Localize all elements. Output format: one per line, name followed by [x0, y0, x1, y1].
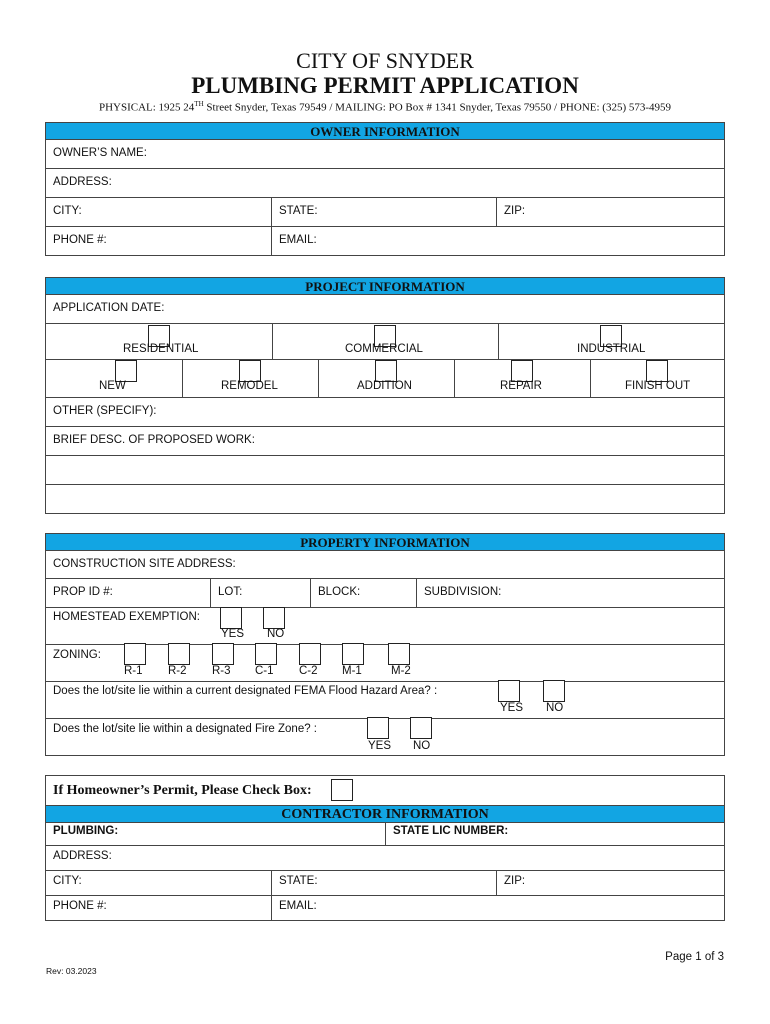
contractor-state-field[interactable]	[271, 871, 496, 895]
fire-zone-row	[46, 719, 724, 755]
zone-c1-checkbox[interactable]	[255, 643, 277, 665]
zone-m1-label: M-1	[342, 665, 362, 677]
owner-zip-field[interactable]	[496, 198, 724, 226]
remodel-label: REMODEL	[221, 380, 278, 392]
homestead-yes-label: YES	[221, 628, 245, 640]
homestead-label: HOMESTEAD EXEMPTION:	[53, 611, 200, 623]
finish-out-label: FINISH OUT	[625, 380, 691, 392]
homeowner-permit-label: If Homeowner’s Permit, Please Check Box:	[53, 783, 312, 798]
residential-label: RESIDENTIAL	[123, 343, 199, 355]
contractor-email-field[interactable]	[271, 896, 724, 920]
page-number: Page 1 of 3	[665, 951, 724, 963]
contractor-address-label: ADDRESS:	[53, 850, 112, 862]
addition-label: ADDITION	[357, 380, 412, 392]
industrial-label: INDUSTRIAL	[577, 343, 646, 355]
fema-no-label: NO	[546, 702, 564, 714]
homestead-no-label: NO	[267, 628, 285, 640]
city-contact-line	[0, 100, 770, 114]
contact-line-sup: TH	[194, 100, 204, 108]
zone-m2-checkbox[interactable]	[388, 643, 410, 665]
block-label: BLOCK:	[318, 586, 361, 598]
homestead-no-checkbox[interactable]	[263, 607, 285, 629]
homeowner-permit-row	[46, 776, 724, 806]
new-checkbox[interactable]	[115, 360, 137, 382]
form-title: PLUMBING PERMIT APPLICATION	[191, 73, 579, 98]
contact-line-start: PHYSICAL: 1925 24	[98, 101, 195, 114]
commercial-label: COMMERCIAL	[345, 343, 423, 355]
repair-label: REPAIR	[500, 380, 542, 392]
owner-name-label: OWNER’S NAME:	[53, 147, 147, 159]
fema-no-checkbox[interactable]	[543, 680, 565, 702]
construction-site-row[interactable]	[46, 551, 724, 579]
zone-m1-checkbox[interactable]	[342, 643, 364, 665]
kind-addition[interactable]	[318, 360, 454, 397]
zone-c2-label: C-2	[299, 665, 318, 677]
finish-out-checkbox[interactable]	[646, 360, 668, 382]
fire-no-label: NO	[413, 740, 431, 752]
contractor-city-label[interactable]: CITY:	[53, 875, 82, 887]
homeowner-permit-checkbox[interactable]	[331, 779, 353, 801]
other-specify-label: OTHER (SPECIFY):	[53, 405, 157, 417]
property-section	[45, 533, 725, 756]
zone-r3-checkbox[interactable]	[212, 643, 234, 665]
fire-no-checkbox[interactable]	[410, 717, 432, 739]
kind-finish-out[interactable]	[590, 360, 724, 397]
zone-c1-label: C-1	[255, 665, 274, 677]
owner-heading: OWNER INFORMATION	[46, 123, 724, 140]
owner-email-field[interactable]	[271, 227, 724, 255]
zoning-row	[46, 645, 724, 682]
construction-site-label: CONSTRUCTION SITE ADDRESS:	[53, 558, 236, 570]
kind-new[interactable]	[46, 360, 182, 397]
owner-state-label: STATE:	[279, 205, 318, 217]
zone-r2-label: R-2	[168, 665, 187, 677]
contractor-zip-label: ZIP:	[504, 875, 526, 887]
contractor-zip-field[interactable]	[496, 871, 724, 895]
owner-address-label: ADDRESS:	[53, 176, 112, 188]
owner-section	[45, 122, 725, 256]
application-date-label: APPLICATION DATE:	[53, 302, 165, 314]
owner-email-label: EMAIL:	[279, 234, 317, 246]
type-residential[interactable]	[46, 324, 272, 359]
owner-address-row[interactable]	[46, 169, 724, 198]
contractor-email-label: EMAIL:	[279, 900, 317, 912]
subdivision-field[interactable]	[416, 579, 724, 607]
other-specify-row[interactable]	[46, 398, 724, 427]
lot-label: LOT:	[218, 586, 243, 598]
zone-r1-checkbox[interactable]	[124, 643, 146, 665]
zone-r3-label: R-3	[212, 665, 231, 677]
contractor-phone-label[interactable]: PHONE #:	[53, 900, 107, 912]
fema-yes-checkbox[interactable]	[498, 680, 520, 702]
kind-remodel[interactable]	[182, 360, 318, 397]
property-heading: PROPERTY INFORMATION	[46, 534, 724, 551]
owner-city-label[interactable]: CITY:	[53, 205, 82, 217]
owner-phone-label[interactable]: PHONE #:	[53, 234, 107, 246]
brief-description-label: BRIEF DESC. OF PROPOSED WORK:	[53, 434, 255, 446]
brief-description-row[interactable]	[46, 427, 724, 456]
state-lic-field[interactable]	[385, 823, 724, 845]
new-label: NEW	[99, 380, 126, 392]
contractor-heading: CONTRACTOR INFORMATION	[46, 806, 724, 823]
application-date-row[interactable]	[46, 295, 724, 324]
block-field[interactable]	[310, 579, 416, 607]
plumbing-label[interactable]: PLUMBING:	[53, 825, 119, 837]
zoning-label: ZONING:	[53, 649, 101, 661]
zone-m2-label: M-2	[391, 665, 411, 677]
fema-yes-label: YES	[500, 702, 524, 714]
project-type-row	[46, 324, 724, 360]
contractor-city-row	[46, 871, 724, 896]
homestead-yes-checkbox[interactable]	[220, 607, 242, 629]
contractor-address-row[interactable]	[46, 846, 724, 871]
contractor-section	[45, 775, 725, 921]
owner-zip-label: ZIP:	[504, 205, 526, 217]
addition-checkbox[interactable]	[375, 360, 397, 382]
type-industrial[interactable]	[498, 324, 724, 359]
subdivision-label: SUBDIVISION:	[424, 586, 502, 598]
property-id-row	[46, 579, 724, 608]
owner-name-row[interactable]	[46, 140, 724, 169]
type-commercial[interactable]	[272, 324, 498, 359]
project-heading: PROJECT INFORMATION	[46, 278, 724, 295]
zone-r2-checkbox[interactable]	[168, 643, 190, 665]
owner-phone-row	[46, 227, 724, 255]
repair-checkbox[interactable]	[511, 360, 533, 382]
fema-question: Does the lot/site lie within a current designated FEMA Flood Hazard Area? :	[53, 685, 438, 697]
contractor-phone-row	[46, 896, 724, 920]
zone-r1-label: R-1	[124, 665, 143, 677]
project-section	[45, 277, 725, 514]
fema-row	[46, 682, 724, 719]
fire-zone-question: Does the lot/site lie within a designated Fire Zone? :	[53, 723, 318, 735]
state-lic-label: STATE LIC NUMBER:	[393, 825, 509, 837]
lot-field[interactable]	[210, 579, 310, 607]
brief-description-line-2[interactable]	[46, 456, 724, 485]
city-name: CITY OF SNYDER	[296, 48, 474, 73]
kind-repair[interactable]	[454, 360, 590, 397]
contractor-state-label: STATE:	[279, 875, 318, 887]
plumbing-row	[46, 823, 724, 846]
zone-c2-checkbox[interactable]	[299, 643, 321, 665]
revision-label: Rev: 03.2023	[46, 966, 97, 976]
owner-city-row	[46, 198, 724, 227]
brief-description-line-3[interactable]	[46, 485, 724, 513]
contact-line-end: Street Snyder, Texas 79549 / MAILING: PO Box # 1341 Snyder, Texas 79550 / PHONE: (325) 573-4959	[203, 101, 672, 114]
remodel-checkbox[interactable]	[239, 360, 261, 382]
project-kind-row	[46, 360, 724, 398]
owner-state-field[interactable]	[271, 198, 496, 226]
fire-yes-label: YES	[368, 740, 392, 752]
prop-id-label[interactable]: PROP ID #:	[53, 586, 113, 598]
fire-yes-checkbox[interactable]	[367, 717, 389, 739]
homestead-row	[46, 608, 724, 645]
